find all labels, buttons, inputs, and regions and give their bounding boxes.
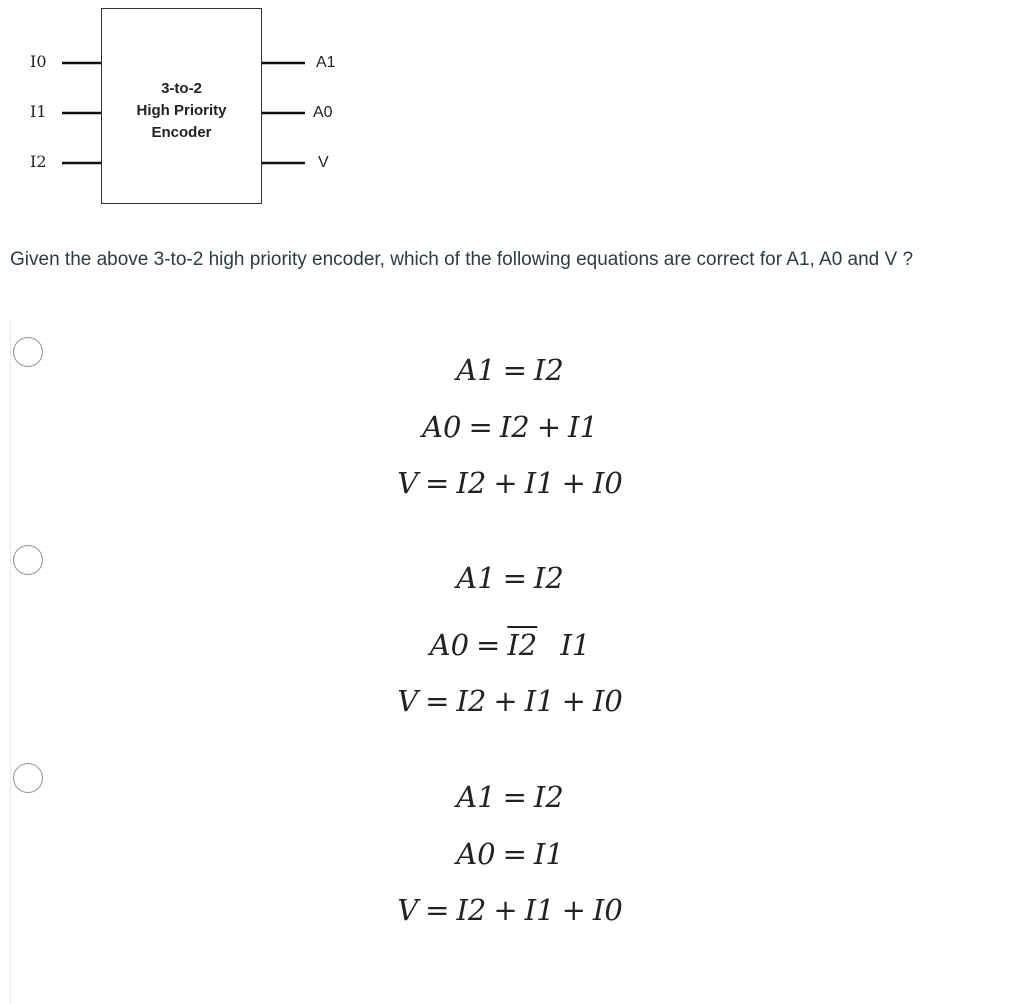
equation-lhs: V	[397, 466, 419, 500]
encoder-title-line: 3-to-2	[161, 80, 202, 97]
equation-operator: +	[493, 684, 518, 718]
equation	[300, 836, 720, 872]
equation-operator: +	[536, 410, 562, 444]
option-radio-3[interactable]	[13, 763, 43, 793]
equation	[300, 627, 720, 663]
equation-equals: =	[425, 893, 450, 927]
equation-term: I1	[524, 466, 555, 500]
equation-term: I0	[592, 893, 623, 927]
equation-term: I2	[456, 684, 487, 718]
equation-equals: =	[468, 410, 493, 444]
equation-equals: =	[425, 684, 450, 718]
equation-term: I0	[592, 684, 623, 718]
encoder-title	[101, 78, 262, 144]
equation-term: I1	[560, 628, 591, 662]
equation-lhs: A0	[456, 837, 496, 871]
output-label-a1: A1	[316, 54, 336, 71]
input-label-i1: I1	[30, 102, 47, 121]
output-label-a0: A0	[313, 104, 333, 121]
equation-equals: =	[425, 466, 450, 500]
equation-operator: +	[493, 893, 518, 927]
equation-lhs: V	[397, 684, 419, 718]
equation-term-negated: I2	[507, 628, 538, 662]
question-text: Given the above 3-to-2 high priority encoder, which of the following equations are correct for A1, A0 and V ?	[10, 249, 914, 270]
encoder-title-line: High Priority	[136, 102, 227, 119]
equation-equals: =	[502, 837, 527, 871]
equation-lhs: A1	[456, 561, 496, 595]
equation-lhs: A0	[422, 410, 462, 444]
equation-equals: =	[502, 780, 527, 814]
equation-lhs: V	[397, 893, 419, 927]
equation-equals: =	[502, 353, 527, 387]
equation-term: I2	[499, 410, 530, 444]
input-label-i2: I2	[30, 152, 47, 171]
equation	[300, 409, 720, 445]
equation-lhs: A1	[456, 353, 496, 387]
equation-lhs: A0	[429, 628, 470, 662]
equation-term: I1	[568, 410, 598, 444]
equation-term: I2	[456, 893, 487, 927]
equation	[300, 560, 720, 596]
equation-equals: =	[476, 628, 501, 662]
equation	[300, 892, 720, 928]
equation-operator: +	[561, 684, 586, 718]
equation-term: I1	[524, 684, 555, 718]
equation-term: I2	[533, 780, 564, 814]
encoder-title-line: Encoder	[151, 124, 212, 141]
equation-term: I2	[456, 466, 487, 500]
equation-term: I0	[592, 466, 623, 500]
output-label-v: V	[318, 154, 329, 171]
equation-term: I1	[533, 837, 564, 871]
equation-space	[537, 628, 560, 662]
equation-operator: +	[493, 466, 518, 500]
equation	[300, 352, 720, 388]
equation	[300, 779, 720, 815]
input-label-i0: I0	[30, 52, 47, 71]
equation-equals: =	[502, 561, 527, 595]
option-radio-1[interactable]	[13, 337, 43, 367]
equation	[300, 683, 720, 719]
equation-lhs: A1	[456, 780, 496, 814]
option-radio-2[interactable]	[13, 545, 43, 575]
equation-term: I2	[533, 353, 564, 387]
equation-term: I2	[533, 561, 564, 595]
equation	[300, 465, 720, 501]
equation-operator: +	[561, 893, 586, 927]
equation-operator: +	[561, 466, 586, 500]
equation-term: I1	[524, 893, 555, 927]
